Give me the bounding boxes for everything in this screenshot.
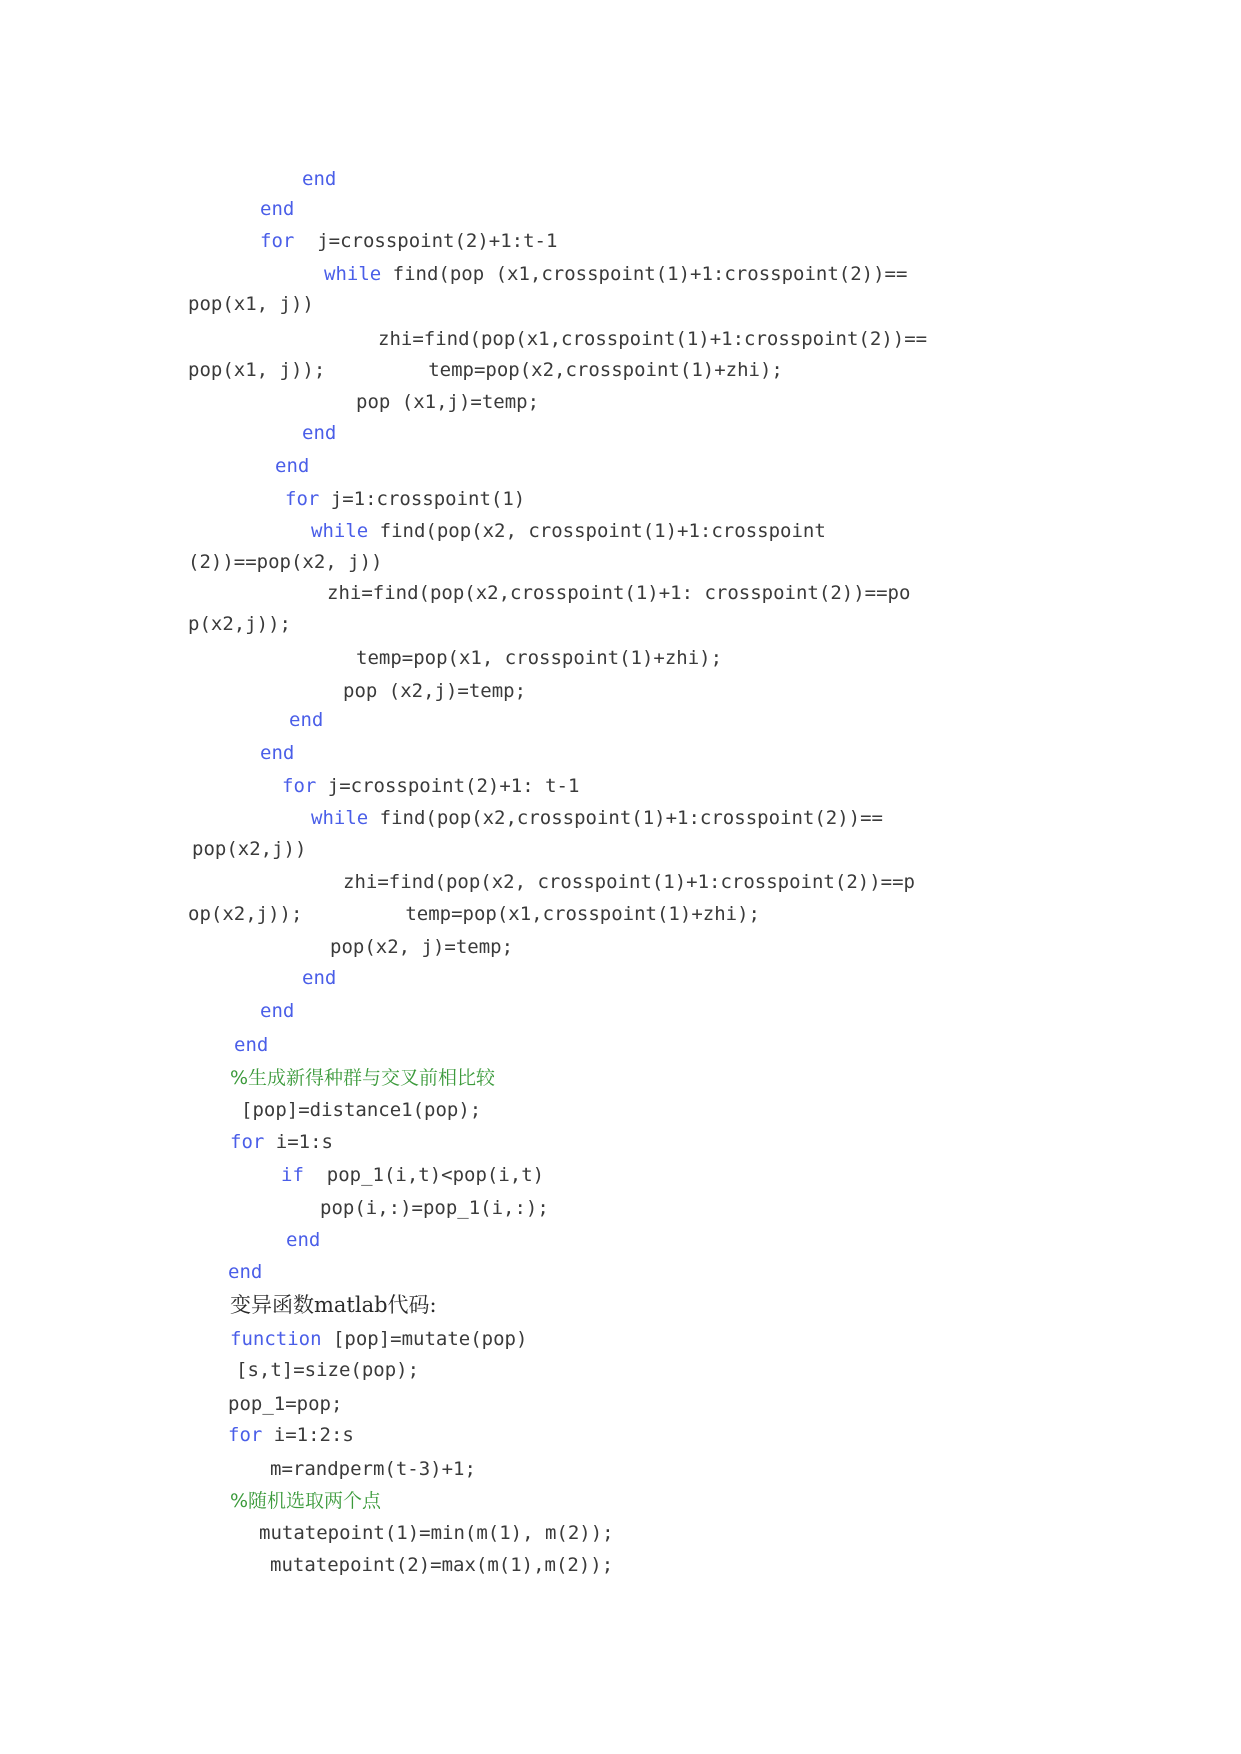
code-line — [320, 1196, 549, 1220]
code-line — [188, 358, 783, 382]
code-text: zhi=find(pop(x2, crosspoint(1)+1:crosspoint(2))==p — [343, 871, 915, 893]
code-text: zhi=find(pop(x1,crosspoint(1)+1:crosspoint(2))== — [378, 328, 928, 350]
code-line — [281, 1163, 544, 1187]
code-line — [230, 1489, 381, 1513]
code-line — [302, 421, 336, 445]
code-line — [260, 741, 294, 765]
code-text: [pop]=mutate(pop) — [321, 1328, 528, 1350]
code-keyword: end — [286, 1229, 321, 1251]
code-line — [228, 1392, 342, 1416]
code-text: [pop]=distance1(pop); — [241, 1099, 482, 1121]
code-line — [230, 1293, 437, 1317]
code-line — [270, 1553, 613, 1577]
code-keyword: function — [230, 1328, 322, 1350]
code-text: %生成新得种群与交叉前相比较 — [230, 1067, 496, 1089]
code-line — [230, 1327, 527, 1351]
code-line — [302, 966, 336, 990]
code-line — [260, 197, 294, 221]
code-line — [356, 646, 722, 670]
code-line — [356, 390, 539, 414]
code-line — [343, 870, 915, 894]
code-text: pop_1(i,t)<pop(i,t) — [303, 1164, 545, 1186]
code-keyword: end — [302, 422, 337, 444]
code-line — [285, 487, 525, 511]
code-line — [230, 1066, 495, 1090]
code-keyword: while — [311, 520, 369, 542]
code-line — [270, 1457, 476, 1481]
code-text: j=crosspoint(2)+1: t-1 — [316, 775, 580, 797]
code-line — [260, 229, 557, 253]
code-text: pop(x2, j)=temp; — [330, 936, 514, 958]
code-keyword: end — [260, 198, 295, 220]
code-line — [302, 167, 336, 191]
code-text: m=randperm(t-3)+1; — [270, 1458, 476, 1480]
code-keyword: end — [260, 742, 295, 764]
code-text: i=1:s — [264, 1131, 333, 1153]
code-keyword: for — [285, 488, 320, 510]
code-line — [330, 935, 513, 959]
code-text: zhi=find(pop(x2,crosspoint(1)+1: crosspoint(2))==po — [327, 582, 911, 604]
code-keyword: end — [289, 709, 324, 731]
code-line — [228, 1423, 354, 1447]
code-text: pop_1=pop; — [228, 1393, 343, 1415]
code-text: (2))==pop(x2, j)) — [188, 551, 383, 573]
code-line — [343, 679, 526, 703]
code-text: op(x2,j)); temp=pop(x1,crosspoint(1)+zhi); — [188, 903, 760, 925]
code-keyword: while — [324, 263, 382, 285]
code-line — [378, 327, 927, 351]
code-line — [311, 806, 883, 830]
code-text: find(pop (x1,crosspoint(1)+1:crosspoint(2))== — [381, 263, 908, 285]
code-text: pop(x2,j)) — [192, 838, 307, 860]
code-text: mutatepoint(1)=min(m(1), m(2)); — [259, 1522, 614, 1544]
code-text: [s,t]=size(pop); — [236, 1359, 420, 1381]
code-text: find(pop(x2, crosspoint(1)+1:crosspoint — [368, 520, 826, 542]
code-keyword: if — [281, 1164, 304, 1186]
code-keyword: end — [302, 168, 337, 190]
code-text: %随机选取两个点 — [230, 1490, 382, 1512]
code-keyword: end — [260, 1000, 295, 1022]
code-line — [188, 902, 760, 926]
code-text: j=1:crosspoint(1) — [319, 488, 526, 510]
code-text: temp=pop(x1, crosspoint(1)+zhi); — [356, 647, 723, 669]
code-keyword: for — [260, 230, 295, 252]
code-line — [324, 262, 907, 286]
code-keyword: end — [234, 1034, 269, 1056]
code-text: pop(x1, j)) — [188, 293, 314, 315]
code-line — [327, 581, 910, 605]
code-text: i=1:2:s — [262, 1424, 354, 1446]
code-line — [275, 454, 309, 478]
code-keyword: end — [302, 967, 337, 989]
code-line — [282, 774, 579, 798]
code-text: pop(x1, j)); temp=pop(x2,crosspoint(1)+zhi); — [188, 359, 783, 381]
code-keyword: for — [230, 1131, 265, 1153]
code-line — [260, 999, 294, 1023]
code-line — [289, 708, 323, 732]
code-line — [286, 1228, 320, 1252]
code-text: j=crosspoint(2)+1:t-1 — [294, 230, 558, 252]
code-keyword: for — [228, 1424, 263, 1446]
code-text: find(pop(x2,crosspoint(1)+1:crosspoint(2))== — [368, 807, 883, 829]
code-line — [236, 1358, 419, 1382]
code-text: 变异函数matlab代码: — [230, 1293, 437, 1317]
code-text: pop (x2,j)=temp; — [343, 680, 527, 702]
code-line — [234, 1033, 268, 1057]
code-keyword: end — [228, 1261, 263, 1283]
code-line — [192, 837, 306, 861]
code-line — [259, 1521, 614, 1545]
code-keyword: end — [275, 455, 310, 477]
code-line — [311, 519, 826, 543]
code-keyword: for — [282, 775, 317, 797]
code-line — [188, 292, 314, 316]
code-keyword: while — [311, 807, 369, 829]
code-text: mutatepoint(2)=max(m(1),m(2)); — [270, 1554, 614, 1576]
code-line — [230, 1130, 333, 1154]
code-line — [241, 1098, 481, 1122]
code-text: pop (x1,j)=temp; — [356, 391, 540, 413]
code-text: pop(i,:)=pop_1(i,:); — [320, 1197, 549, 1219]
code-text: p(x2,j)); — [188, 613, 291, 635]
code-line — [228, 1260, 262, 1284]
code-line — [188, 550, 382, 574]
code-line — [188, 612, 291, 636]
